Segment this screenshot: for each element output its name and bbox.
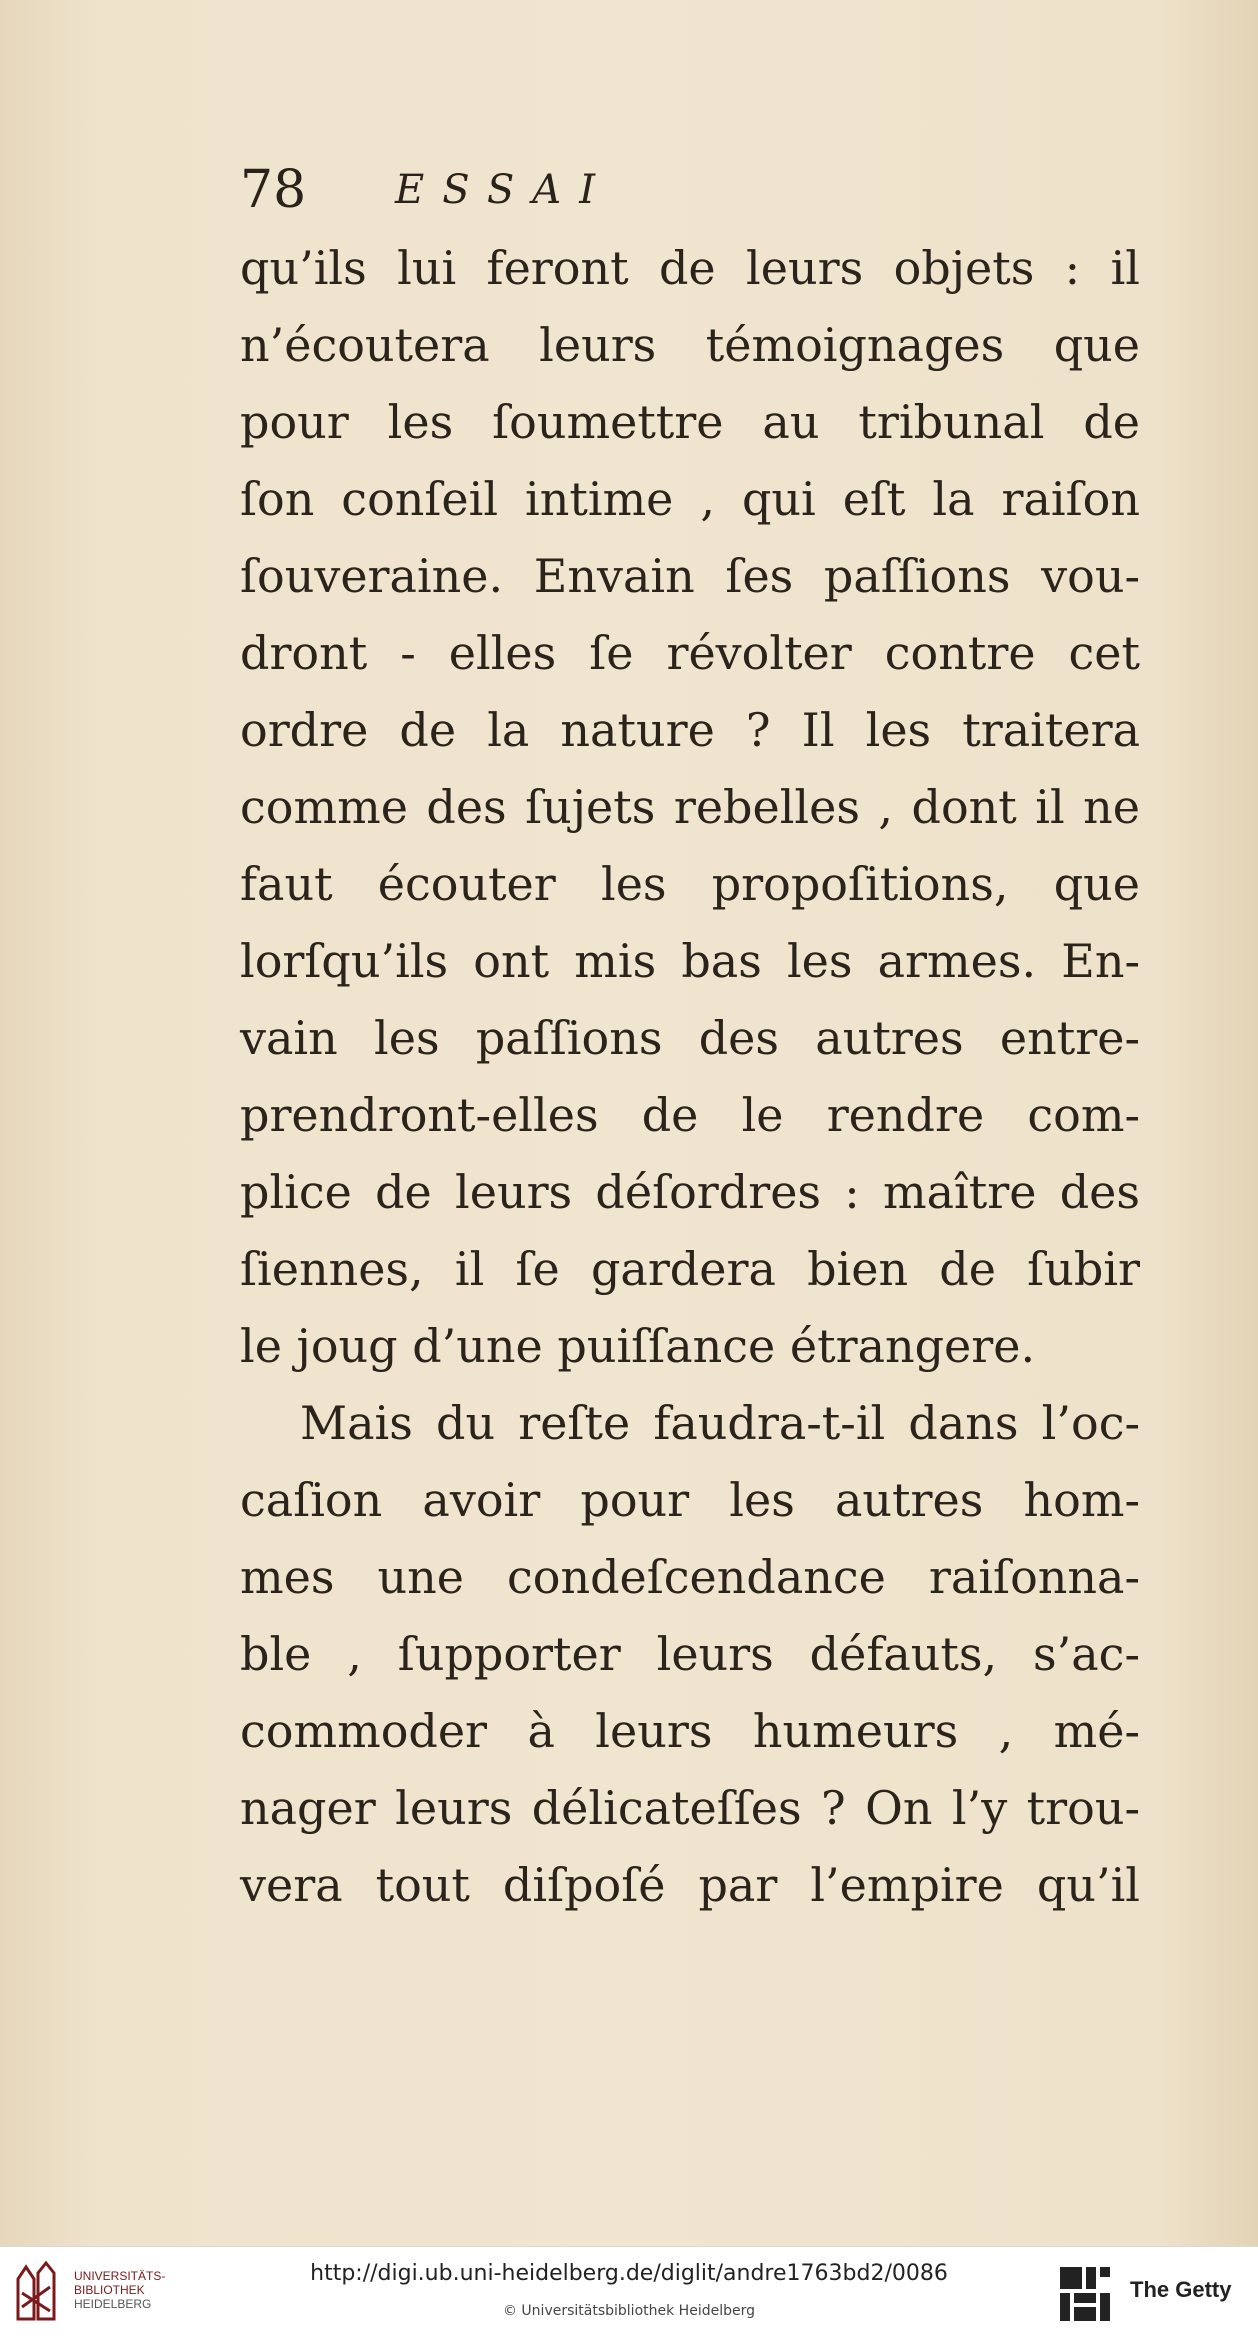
text-line: caſion avoir pour les autres hom- (240, 1473, 1140, 1527)
text-line: nager leurs délicateſſes ? On l’y trou- (240, 1781, 1140, 1835)
getty-logo-icon (1058, 2265, 1112, 2325)
page-header (240, 150, 1060, 230)
text-line: n’écoutera leurs témoignages que (240, 318, 1140, 372)
text-line: qu’ils lui feront de leurs objets : il (240, 241, 1140, 295)
text-line: faut écouter les propoſitions, que (240, 857, 1140, 911)
text-line: mes une condeſcendance raiſonna- (240, 1550, 1140, 1604)
text-line: vain les paſſions des autres entre- (240, 1011, 1140, 1065)
institution-line: HEIDELBERG (74, 2297, 152, 2311)
text-line: comme des ſujets rebelles , dont il ne (240, 780, 1140, 834)
body-text (240, 230, 1140, 1924)
institution-line: UNIVERSITÄTS- (74, 2269, 166, 2283)
copyright-notice: © Universitätsbibliothek Heidelberg (502, 2303, 755, 2319)
text-line: plice de leurs déſordres : maître des (240, 1165, 1140, 1219)
text-line: prendront-elles de le rendre com- (240, 1088, 1140, 1142)
running-head: ESSAI (395, 167, 613, 213)
text-line: vera tout diſpoſé par l’empire qu’il (240, 1858, 1140, 1912)
text-line: lorſqu’ils ont mis bas les armes. En- (240, 934, 1140, 988)
text-line: le joug d’une puiſſance étrangere. (240, 1319, 1036, 1373)
text-line: Mais du reſte faudra-t-il dans l’oc- (300, 1396, 1140, 1450)
text-line: dront - elles ſe révolter contre cet (240, 626, 1140, 680)
text-line: ordre de la nature ? Il les traitera (240, 703, 1140, 757)
text-line: ſouveraine. Envain ſes paſſions vou- (240, 549, 1140, 603)
partner-name: The Getty (1130, 2277, 1232, 2302)
page-number: 78 (240, 160, 307, 220)
text-line: ſiennes, il ſe gardera bien de ſubir (240, 1242, 1140, 1296)
text-line: ble , ſupporter leurs défauts, s’ac- (240, 1627, 1140, 1681)
institution-line: BIBLIOTHEK (74, 2283, 145, 2297)
permalink-url[interactable]: http://digi.ub.uni-heidelberg.de/diglit/andre1763bd2/0086 (310, 2261, 948, 2286)
text-line: pour les ſoumettre au tribunal de (240, 395, 1140, 449)
text-line: commoder à leurs humeurs , mé- (240, 1704, 1140, 1758)
footer-bar (0, 2246, 1258, 2339)
text-line: ſon conſeil intime , qui eſt la raiſon (240, 472, 1140, 526)
